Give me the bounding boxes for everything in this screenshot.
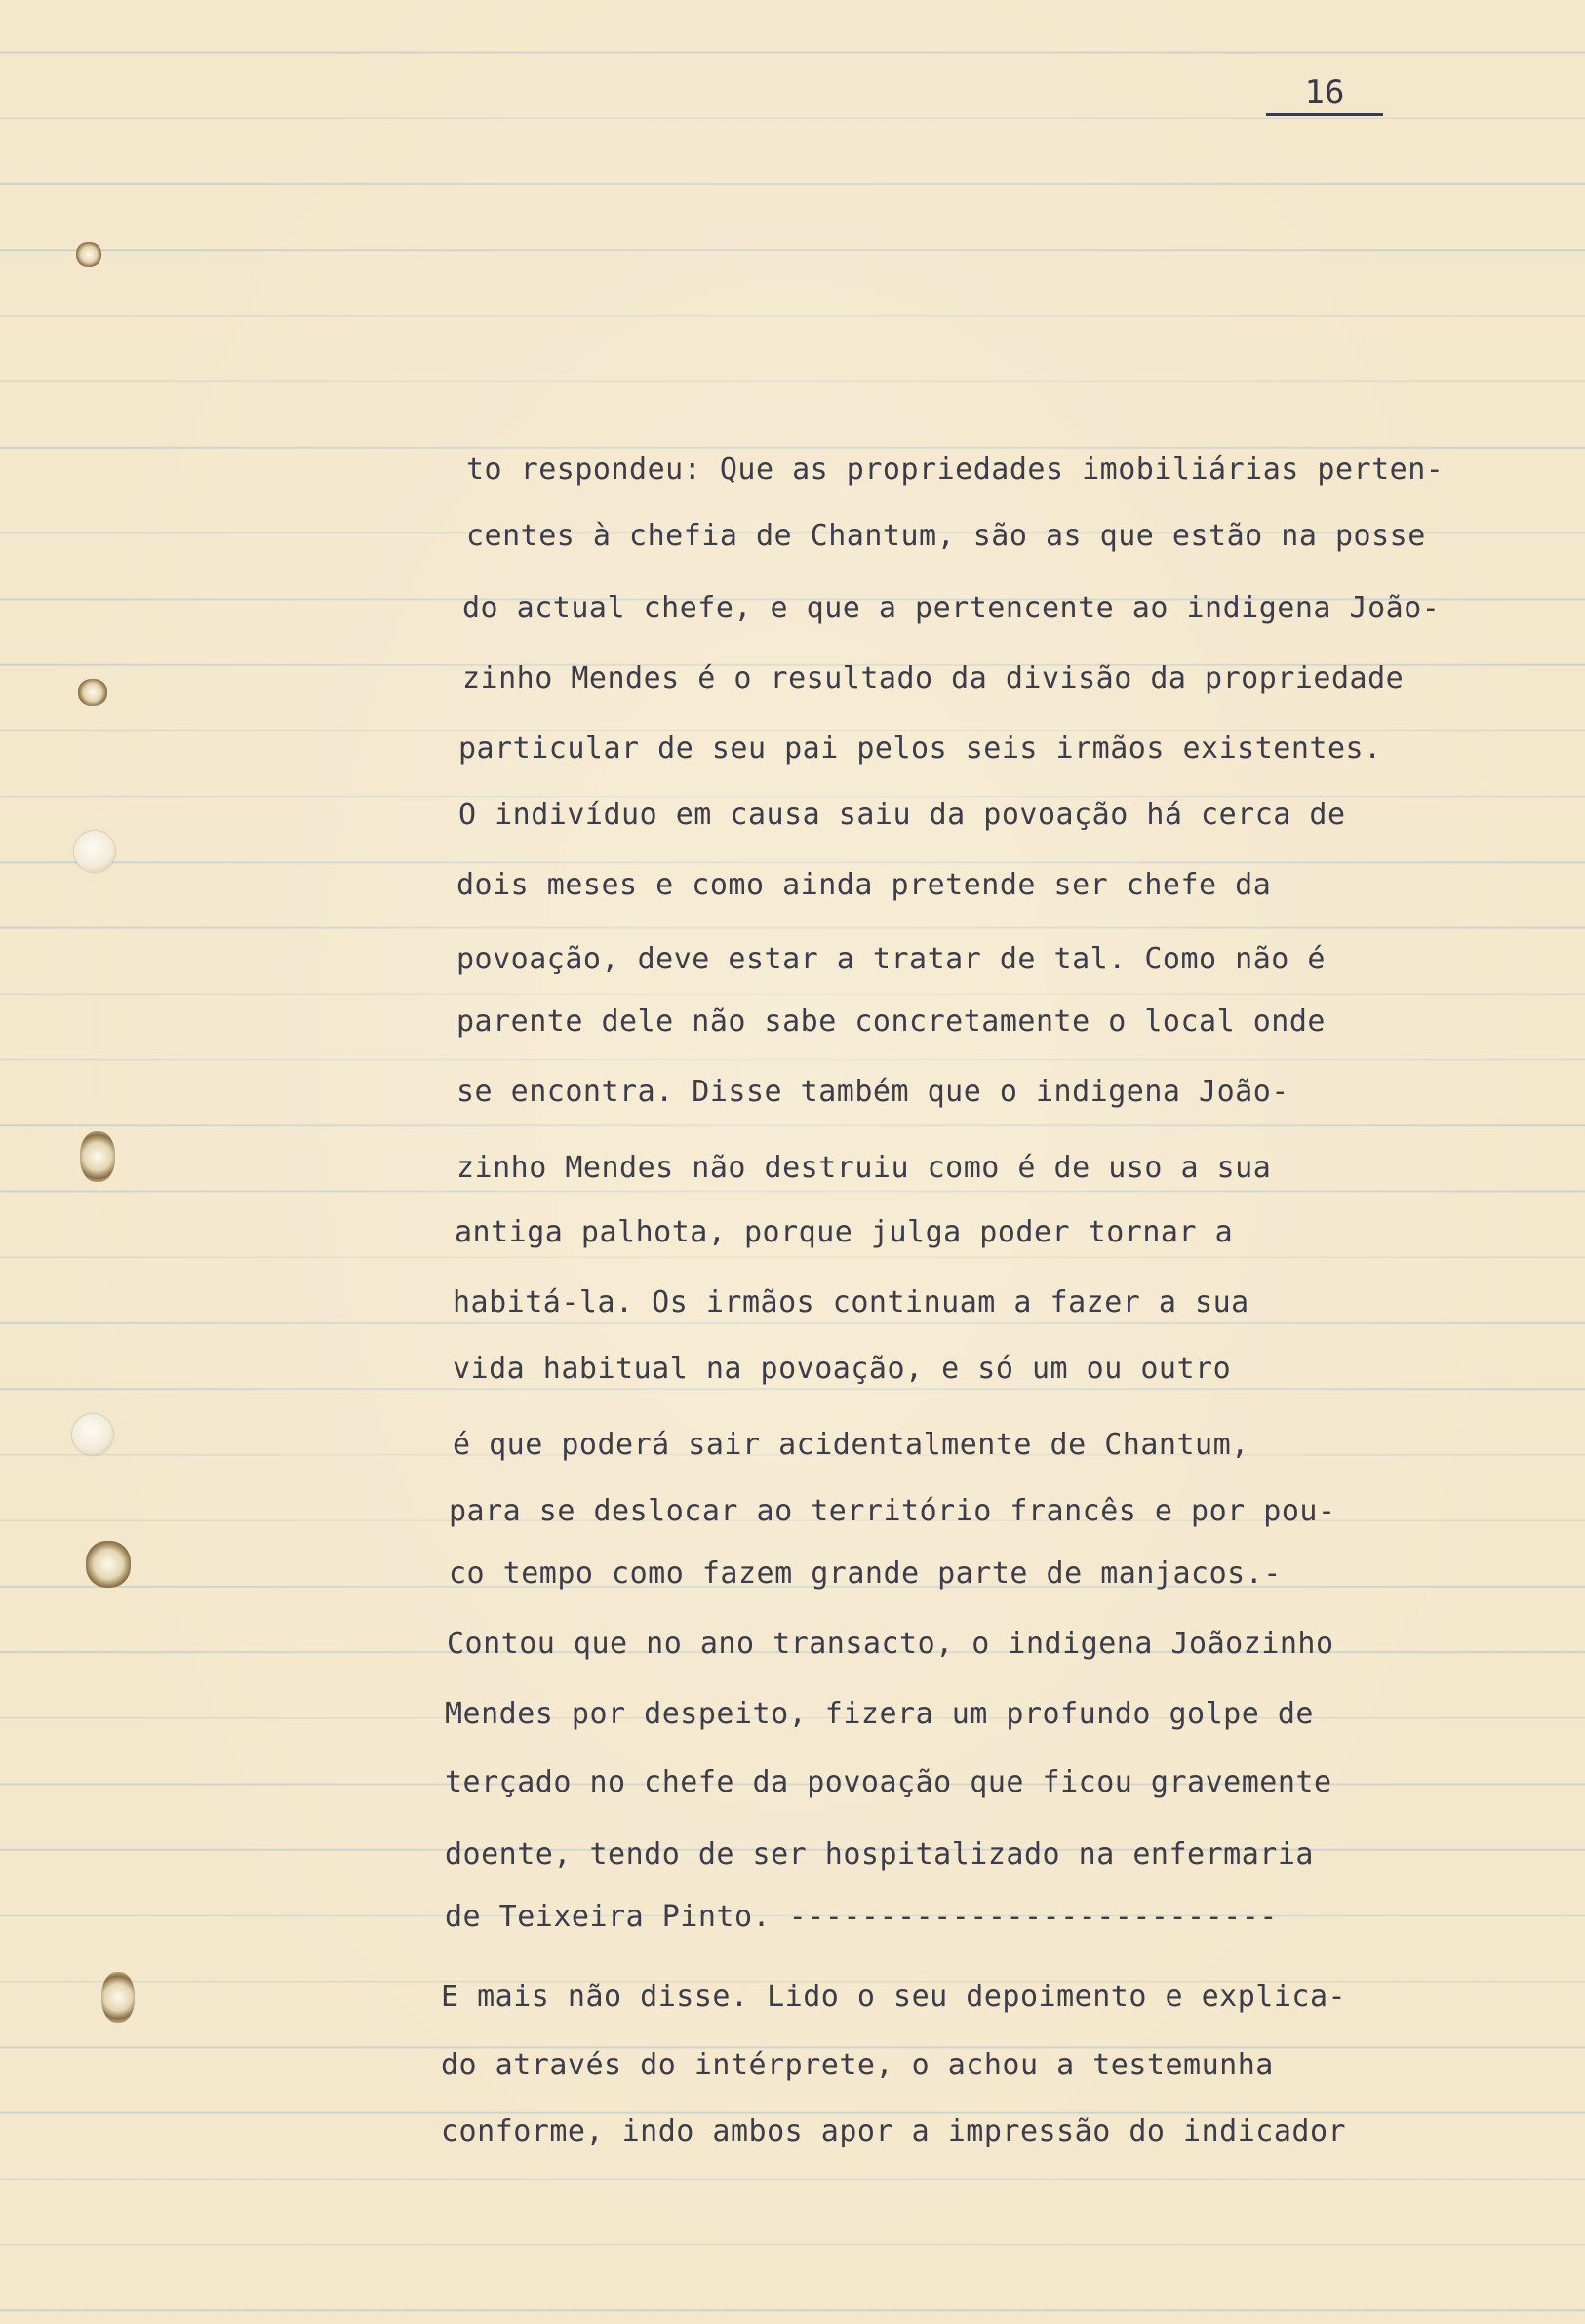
text-line: centes à chefia de Chantum, são as que estão na posse bbox=[466, 519, 1426, 553]
punch-hole bbox=[74, 831, 115, 872]
margin-burn-mark bbox=[80, 1131, 115, 1182]
text-line: terçado no chefe da povoação que ficou gravemente bbox=[445, 1765, 1332, 1799]
margin-burn-mark bbox=[76, 242, 101, 267]
text-line: O indivíduo em causa saiu da povoação há cerca de bbox=[458, 798, 1346, 832]
margin-burn-mark bbox=[86, 1541, 131, 1588]
text-line: particular de seu pai pelos seis irmãos existentes. bbox=[458, 731, 1382, 766]
text-line: dois meses e como ainda pretende ser chefe da bbox=[456, 868, 1272, 902]
text-line: de Teixeira Pinto. --------------------------- bbox=[445, 1900, 1278, 1934]
margin-burn-mark bbox=[101, 1972, 135, 2023]
text-line: Contou que no ano transacto, o indigena Joãozinho bbox=[447, 1627, 1334, 1661]
text-line: zinho Mendes é o resultado da divisão da propriedade bbox=[462, 661, 1405, 695]
text-line: Mendes por despeito, fizera um profundo golpe de bbox=[445, 1697, 1314, 1731]
text-line: do actual chefe, e que a pertencente ao indigena João- bbox=[462, 591, 1441, 625]
text-line: habitá-la. Os irmãos continuam a fazer a sua bbox=[453, 1285, 1249, 1320]
margin-burn-mark bbox=[78, 679, 107, 706]
text-line: se encontra. Disse também que o indigena João- bbox=[456, 1075, 1289, 1109]
text-line: vida habitual na povoação, e só um ou outro bbox=[453, 1352, 1232, 1386]
text-line: é que poderá sair acidentalmente de Chantum, bbox=[453, 1428, 1249, 1462]
text-line: to respondeu: Que as propriedades imobiliárias perten- bbox=[466, 453, 1445, 487]
text-line: conforme, indo ambos apor a impressão do indicador bbox=[441, 2114, 1347, 2148]
punch-hole bbox=[72, 1414, 113, 1455]
text-line: do através do intérprete, o achou a testemunha bbox=[441, 2048, 1274, 2082]
text-line: co tempo como fazem grande parte de manjacos.- bbox=[449, 1556, 1282, 1591]
text-line: parente dele não sabe concretamente o local onde bbox=[456, 1004, 1326, 1039]
text-line: povoação, deve estar a tratar de tal. Como não é bbox=[456, 942, 1326, 976]
text-line: para se deslocar ao território francês e por pou- bbox=[449, 1494, 1336, 1528]
text-line: doente, tendo de ser hospitalizado na enfermaria bbox=[445, 1837, 1314, 1871]
text-line: zinho Mendes não destruiu como é de uso a sua bbox=[456, 1151, 1272, 1185]
text-line: antiga palhota, porque julga poder tornar a bbox=[455, 1215, 1234, 1249]
text-line: E mais não disse. Lido o seu depoimento e explica- bbox=[441, 1980, 1347, 2014]
page-number: 16 bbox=[1266, 74, 1383, 116]
